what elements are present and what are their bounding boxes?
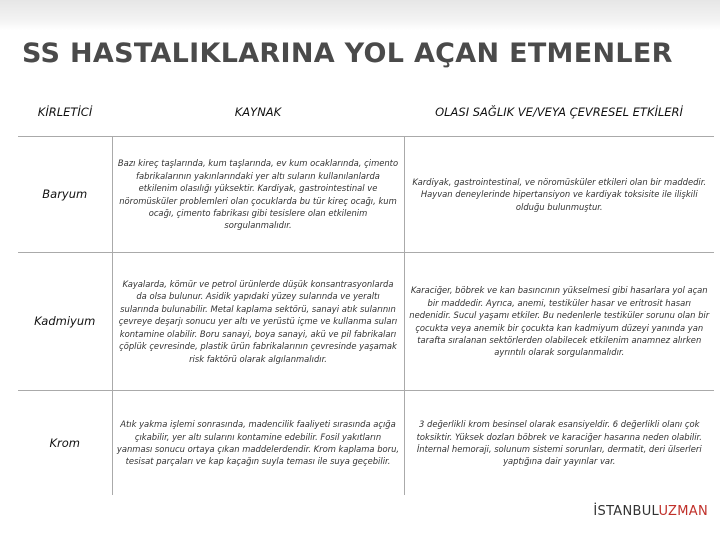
pollutant-name: Krom — [18, 391, 112, 496]
header-pollutant: KİRLETİCİ — [18, 88, 112, 137]
brand-part-2: UZMAN — [658, 504, 708, 519]
brand-part-1: İSTANBUL — [593, 504, 659, 519]
pollutant-name: Kadmiyum — [18, 253, 112, 391]
table-row — [18, 253, 714, 391]
table-row — [18, 137, 714, 253]
brand-logo — [593, 504, 708, 519]
top-gradient-band — [0, 0, 720, 30]
pollutant-effects: 3 değerlikli krom besinsel olarak esansiyeldir. 6 değerlikli olanı çok toksiktir. Yüksek dozları böbrek ve karaciğer hasarına neden olabilir. İnternal hemoraji, solunum sistemi sorunları, dermatit, deri ülserleri yaptığına dair yayınlar var. — [416, 419, 702, 467]
pollutant-source: Atık yakma işlemi sonrasında, madencilik faaliyeti sırasında açığa çıkabilir, yer altı sularını kontamine edebilir. Fosil yakıtların yanması sonucu ortaya çıkan maddelerdendir. Krom kaplama boru, tesisat parçaları ve kap kaçağın suyla teması ile suya geçebilir. — [112, 391, 404, 496]
header-effects: OLASI SAĞLIK VE/VEYA ÇEVRESEL ETKİLERİ — [404, 88, 714, 137]
table-header-row — [18, 88, 714, 137]
slide-title: SS HASTALIKLARINA YOL AÇAN ETMENLER — [22, 38, 673, 69]
pollutant-table — [18, 88, 714, 495]
table-row — [18, 391, 714, 496]
pollutant-effects: Karaciğer, böbrek ve kan basıncının yükselmesi gibi hasarlara yol açan bir maddedir. Ayrıca, anemi, testiküler hasar ve eritrosit hasarı nedenidir. Sucul yaşamı etkiler. Bu nedenlerle testiküler sorunu olan bir çocukta veya anemik bir çocukta kan kadmiyum düzeyi yanında yan tarafta sıralanan sektörlerden olabilecek etkilenim anamnez alırken ayrıntılı olarak sorgulanmalıdır. — [404, 253, 714, 391]
pollutant-effects: Kardiyak, gastrointestinal, ve nöromüsküler etkileri olan bir maddedir. Hayvan deneylerinde hipertansiyon ve kardiyak toksisite ile ilişkili olduğu bulunmuştur. — [404, 137, 714, 253]
pollutant-source: Kayalarda, kömür ve petrol ürünlerde düşük konsantrasyonlarda da olsa bulunur. Asidik yapıdaki yüzey sularında ve yeraltı sularında bulunabilir. Metal kaplama sektörü, sanayi atık sularının çevreye deşarjı sonucu yer altı ve yerüstü içme ve kullanma suları kontamine olabilir. Boru sanayi, boya sanayi, akü ve pil fabrikaları çöplük çevresinde, plastik ürün fabrikalarının çevresinde yaşamak risk faktörü olarak algılanmalıdır. — [112, 253, 404, 391]
header-source: KAYNAK — [112, 88, 404, 137]
pollutant-name: Baryum — [18, 137, 112, 253]
pollutant-source: Bazı kireç taşlarında, kum taşlarında, ev kum ocaklarında, çimento fabrikalarının yakınlarındaki yer altı suların kullanılanlarda etkilenim olasılığı yüksektir. Kardiyak, gastrointestinal ve nöromüsküler problemleri olan çocuklarda bu tür kireç ocağı, kum ocağı, çimento fabrikası gibi tesislere olan etkilenim sorgulanmalıdır. — [112, 137, 404, 253]
